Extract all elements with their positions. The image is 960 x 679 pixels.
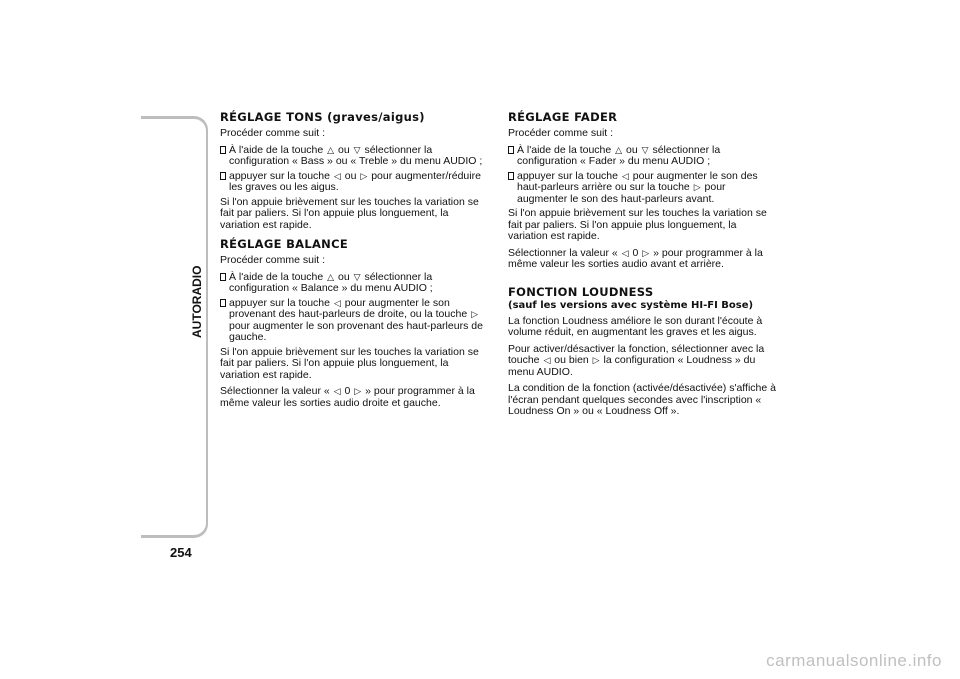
left-triangle-icon: ◁ xyxy=(333,386,341,396)
up-triangle-icon: △ xyxy=(327,144,335,155)
para-text: » pour programmer à la même valeur les sorties audio droite et gauche. xyxy=(220,385,475,409)
list-item xyxy=(220,171,488,194)
checkbox-icon xyxy=(508,172,514,180)
list-item xyxy=(220,145,488,168)
item-text: ou xyxy=(338,143,350,156)
right-triangle-icon: ▷ xyxy=(642,247,650,258)
tons-paragraph: Si l'on appuie brièvement sur les touches la variation se fait par paliers. Si l'on appuie plus longuement, la variation est rapide. xyxy=(220,195,479,231)
item-text: ou xyxy=(338,270,350,283)
section-title-tons: RÉGLAGE TONS (graves/aigus) xyxy=(220,110,425,124)
section-title-fader: RÉGLAGE FADER xyxy=(508,110,618,124)
para-text: ou bien xyxy=(554,354,589,366)
para-text: la configuration « Loudness » du menu AUDIO. xyxy=(508,354,756,378)
checkbox-icon xyxy=(220,299,226,307)
item-text: appuyer sur la touche xyxy=(517,169,618,182)
para-text: Sélectionner la valeur « xyxy=(508,246,618,259)
up-triangle-icon: △ xyxy=(615,144,623,155)
list-item xyxy=(508,145,776,168)
right-triangle-icon: ▷ xyxy=(354,386,362,396)
item-text: sélectionner la configuration « Balance » du menu AUDIO ; xyxy=(229,270,433,294)
left-triangle-icon: ◁ xyxy=(333,297,341,308)
checkbox-icon xyxy=(220,172,226,180)
sidebar-label: AUTORADIO xyxy=(190,265,204,338)
zero-value: 0 xyxy=(344,385,351,397)
list-item xyxy=(220,298,488,344)
fader-paragraph: Si l'on appuie brièvement sur les touches la variation se fait par paliers. Si l'on appuie plus longuement, la variation est rapide. xyxy=(508,207,767,242)
item-text: À l'aide de la touche xyxy=(229,143,324,156)
loudness-paragraph: La fonction Loudness améliore le son durant l'écoute à volume réduit, en augmentant les graves et les aigus. xyxy=(508,314,763,338)
up-triangle-icon: △ xyxy=(327,271,335,282)
left-column xyxy=(220,110,488,414)
right-column xyxy=(508,110,776,423)
loudness-activate-paragraph xyxy=(508,344,776,379)
item-text: pour augmenter le son provenant des haut-parleurs de droite, ou la touche xyxy=(229,296,468,320)
left-triangle-icon: ◁ xyxy=(621,170,629,181)
left-triangle-icon: ◁ xyxy=(621,247,629,258)
para-text: Pour activer/désactiver la fonction, sélectionner avec la touche xyxy=(508,342,765,366)
item-text: sélectionner la configuration « Bass » ou « Treble » du menu AUDIO ; xyxy=(229,143,483,167)
left-triangle-icon: ◁ xyxy=(543,355,551,365)
item-text: pour augmenter le son des haut-parleurs avant. xyxy=(517,181,726,205)
checkbox-icon xyxy=(220,146,226,154)
left-triangle-icon: ◁ xyxy=(333,170,341,181)
fader-intro: Procéder comme suit : xyxy=(508,127,614,139)
checkbox-icon xyxy=(220,273,226,281)
para-text: » pour programmer à la même valeur les sorties audio avant et arrière. xyxy=(508,246,763,270)
item-text: À l'aide de la touche xyxy=(229,270,324,283)
checkbox-icon xyxy=(508,146,514,154)
watermark: carmanualsonline.info xyxy=(766,651,942,670)
item-text: pour augmenter le son provenant des haut-parleurs de gauche. xyxy=(229,319,483,343)
balance-zero-paragraph xyxy=(220,386,488,409)
list-item xyxy=(220,272,488,295)
down-triangle-icon: ▽ xyxy=(353,144,361,155)
para-text: Sélectionner la valeur « xyxy=(220,385,330,397)
down-triangle-icon: ▽ xyxy=(353,271,361,282)
loudness-subtitle: (sauf les versions avec système HI-FI Bose) xyxy=(508,299,754,311)
item-text: appuyer sur la touche xyxy=(229,296,330,309)
section-title-loudness: FONCTION LOUDNESS xyxy=(508,284,654,299)
right-triangle-icon: ▷ xyxy=(471,309,479,319)
zero-value: 0 xyxy=(632,246,639,259)
item-text: pour augmenter le son des haut-parleurs arrière ou sur la touche xyxy=(517,169,758,193)
item-text: ou xyxy=(626,143,638,156)
right-triangle-icon: ▷ xyxy=(592,355,600,365)
item-text: sélectionner la configuration « Fader » du menu AUDIO ; xyxy=(517,143,721,167)
page-number: 254 xyxy=(170,545,192,560)
tons-intro: Procéder comme suit : xyxy=(220,127,326,139)
down-triangle-icon: ▽ xyxy=(641,144,649,155)
loudness-status-paragraph: La condition de la fonction (activée/désactivée) s'affiche à l'écran pendant quelques secondes avec l'inscription « Loudness On » ou « Loudness Off ». xyxy=(508,382,776,417)
right-triangle-icon: ▷ xyxy=(693,182,701,192)
item-text: appuyer sur la touche xyxy=(229,169,330,182)
list-item xyxy=(508,171,776,206)
item-text: pour augmenter/réduire les graves ou les aigus. xyxy=(229,169,481,193)
right-triangle-icon: ▷ xyxy=(360,170,368,181)
fader-zero-paragraph xyxy=(508,248,776,271)
balance-paragraph: Si l'on appuie brièvement sur les touches la variation se fait par paliers. Si l'on appuie plus longuement, la variation est rapide. xyxy=(220,345,479,381)
item-text: ou xyxy=(344,169,357,182)
balance-intro: Procéder comme suit : xyxy=(220,254,326,266)
section-title-balance: RÉGLAGE BALANCE xyxy=(220,237,348,251)
item-text: À l'aide de la touche xyxy=(517,143,612,156)
